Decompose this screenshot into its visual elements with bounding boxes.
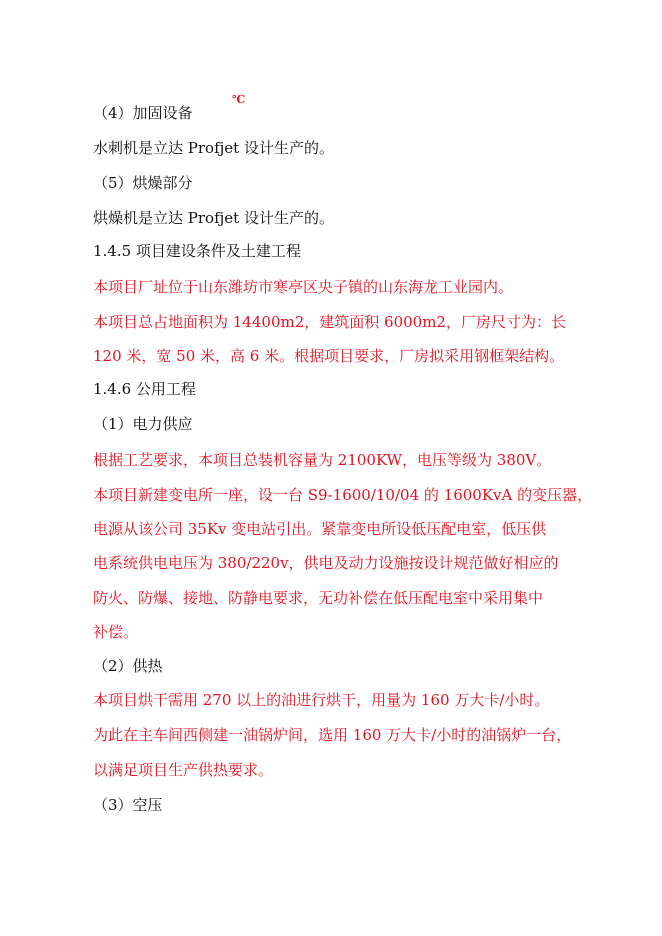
- heading-drying-section: （5）烘燥部分: [93, 174, 193, 192]
- paragraph-power-line-2: 本项目新建变电所一座，设一台 S9-1600/10/04 的 1600KvA 的变压器，: [93, 486, 593, 504]
- heading-power-supply: （1）电力供应: [93, 415, 193, 433]
- paragraph-heat-line-1: 本项目烘干需用 270 以上的油进行烘干，用量为 160 万大卡/小时。: [93, 691, 550, 709]
- section-heading-1-4-5: 1.4.5 项目建设条件及土建工程: [93, 242, 301, 260]
- paragraph-power-line-1: 根据工艺要求，本项目总装机容量为 2100KW，电压等级为 380V。: [93, 451, 552, 469]
- heading-reinforcement-equipment: （4）加固设备: [93, 104, 193, 122]
- paragraph-power-line-6: 补偿。: [93, 623, 139, 641]
- paragraph-area-line-2: 120 米，宽 50 米，高 6 米。根据项目要求，厂房拟采用钢框架结构。: [93, 347, 565, 365]
- heading-heat-supply: （2）供热: [93, 657, 163, 675]
- paragraph-drying-machine: 烘燥机是立达 Profjet 设计生产的。: [93, 209, 334, 227]
- celsius-unit-mark: ℃: [232, 93, 246, 106]
- section-heading-1-4-6: 1.4.6 公用工程: [93, 380, 196, 398]
- paragraph-heat-line-2: 为此在主车间西侧建一油锅炉间，选用 160 万大卡/小时的油锅炉一台，: [93, 726, 572, 744]
- paragraph-power-line-5: 防火、防爆、接地、防静电要求，无功补偿在低压配电室中采用集中: [93, 589, 544, 607]
- paragraph-power-line-3: 电源从该公司 35Kv 变电站引出。紧靠变电所设低压配电室，低压供: [93, 520, 547, 538]
- paragraph-area-line-1: 本项目总占地面积为 14400m2，建筑面积 6000m2，厂房尺寸为：长: [93, 313, 566, 331]
- paragraph-spunlace-machine: 水刺机是立达 Profjet 设计生产的。: [93, 139, 334, 157]
- paragraph-heat-line-3: 以满足项目生产供热要求。: [93, 761, 274, 779]
- heading-air-compression: （3）空压: [93, 796, 163, 814]
- paragraph-site-location: 本项目厂址位于山东潍坊市寒亭区央子镇的山东海龙工业园内。: [93, 278, 514, 296]
- paragraph-power-line-4: 电系统供电电压为 380/220v，供电及动力设施按设计规范做好相应的: [93, 554, 559, 572]
